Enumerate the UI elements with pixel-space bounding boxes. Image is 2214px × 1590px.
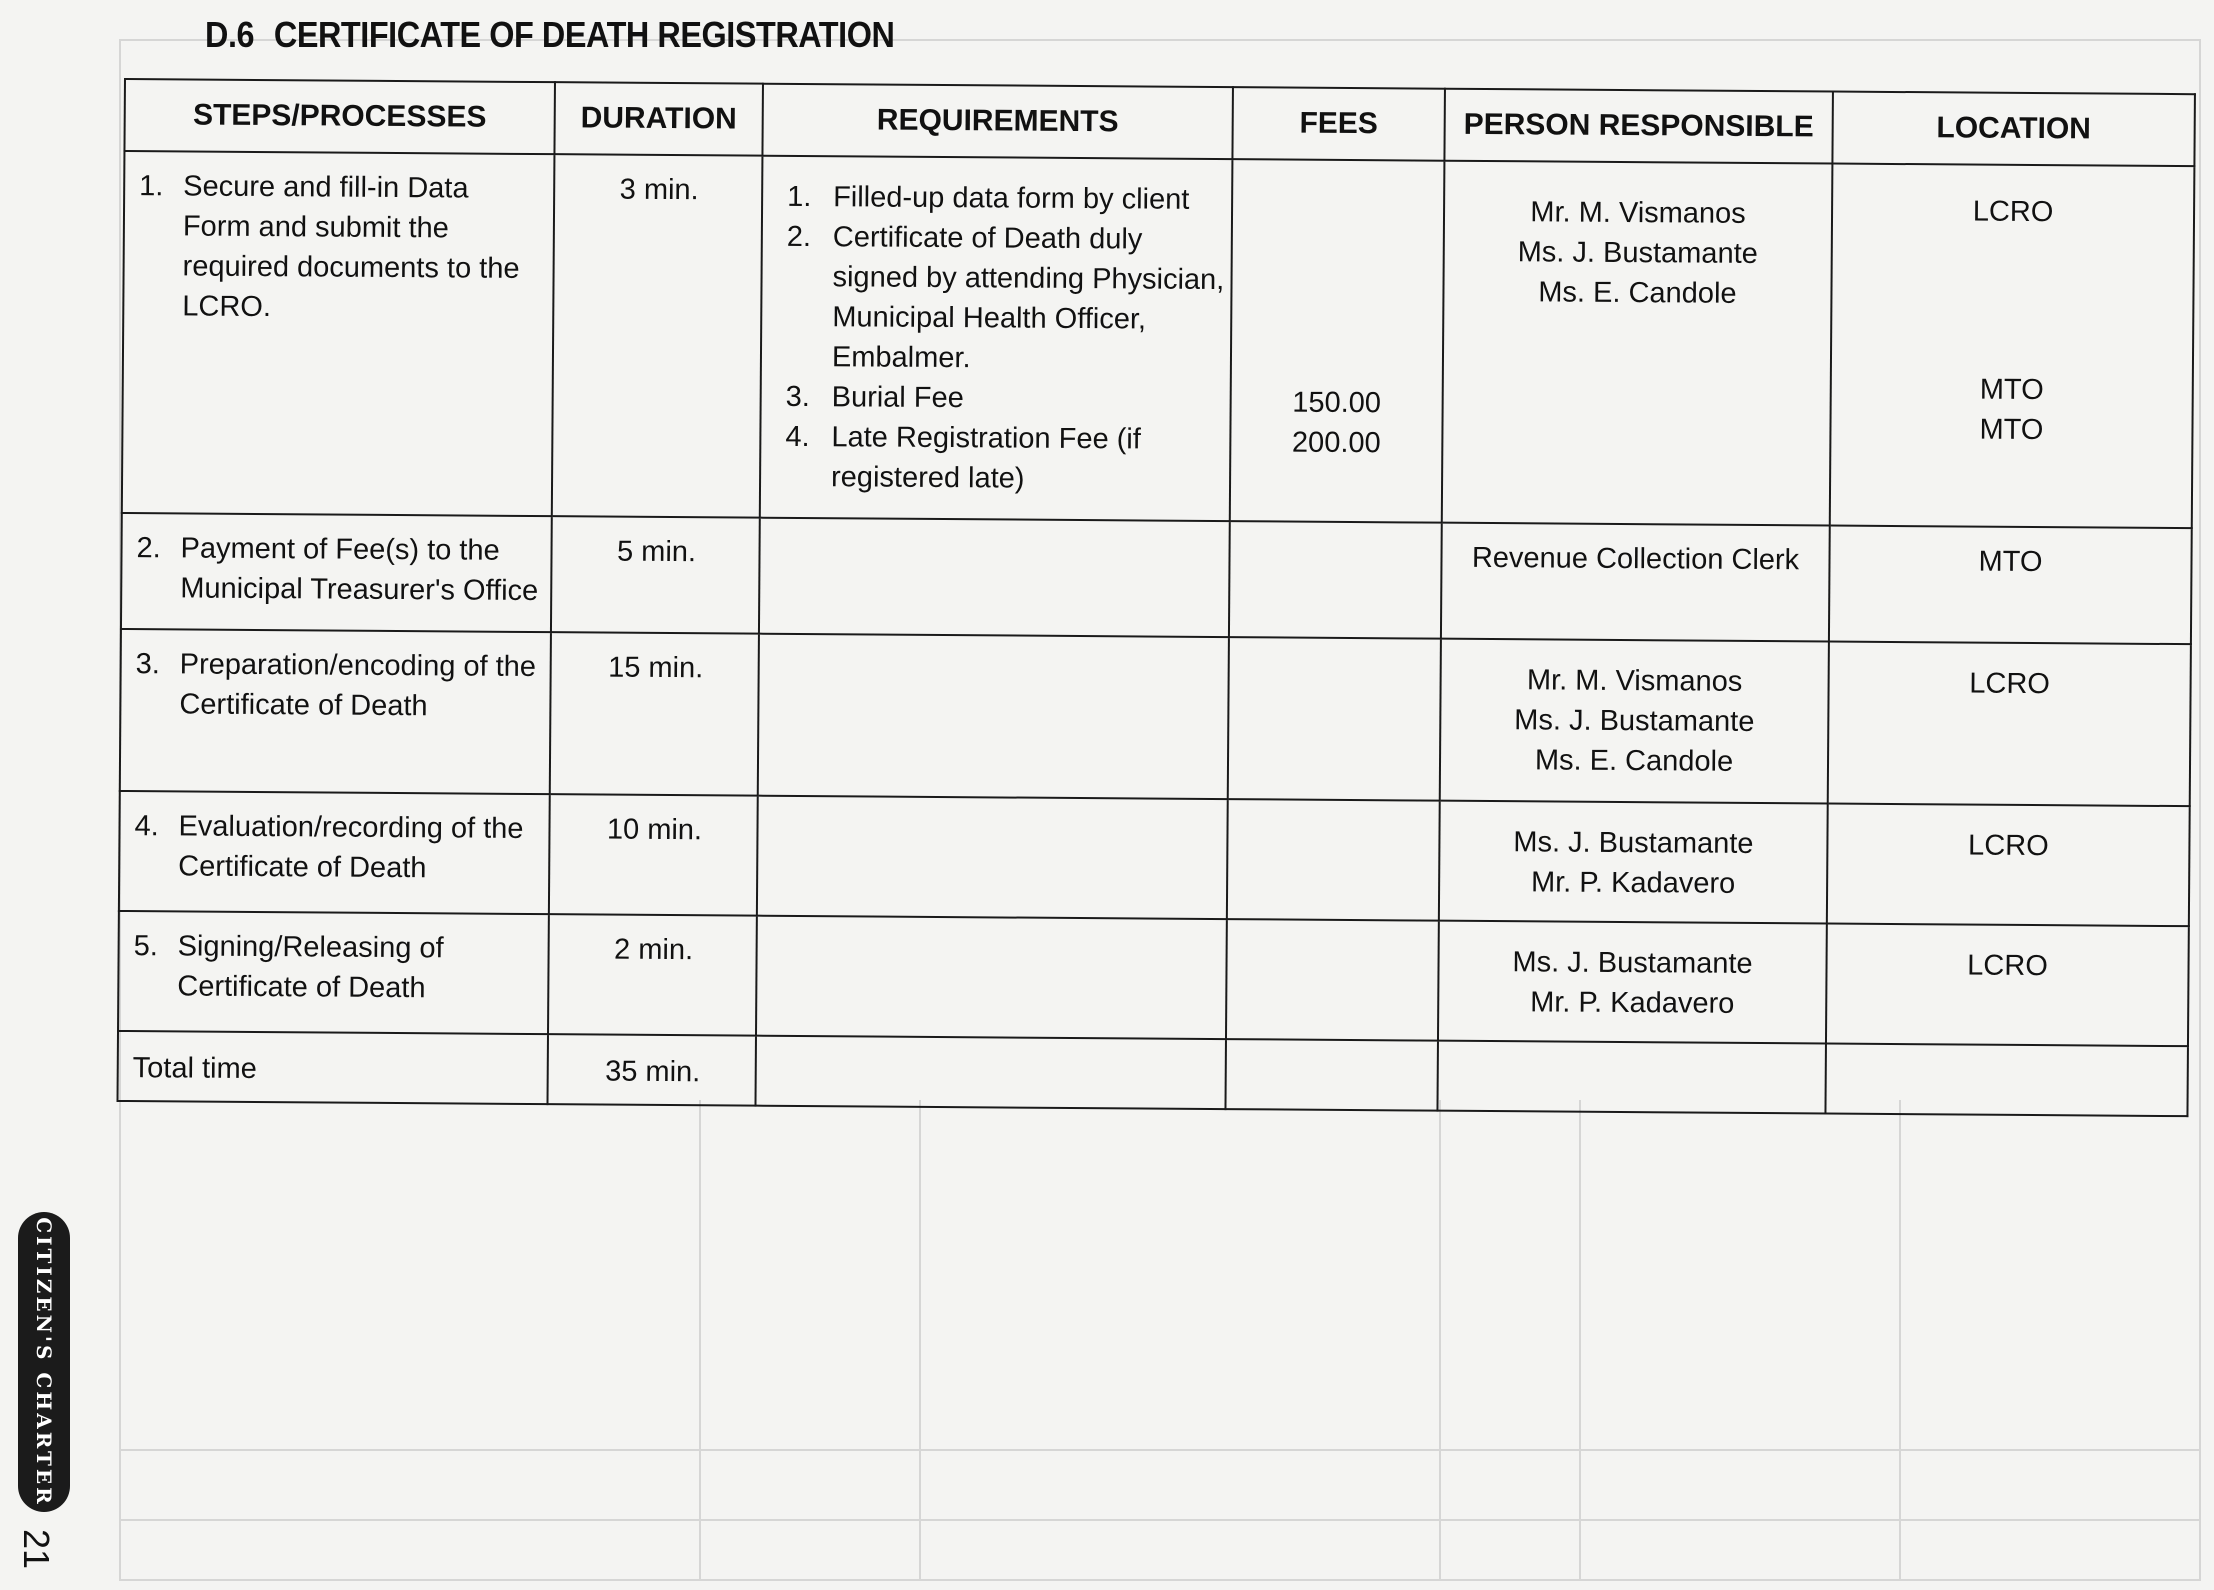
person-name: Ms. J. Bustamante — [1514, 704, 1755, 738]
duration-value: 10 min. — [606, 813, 703, 847]
list-item — [786, 377, 1224, 420]
step-number: 4. — [134, 810, 159, 843]
page-number: 21 — [16, 1528, 58, 1570]
requirement-number: 1. — [787, 180, 812, 214]
requirement-text: Certificate of Death duly signed by attending Physician, Municipal Health Officer, Embalmer. — [831, 221, 1225, 375]
table-row — [121, 513, 2192, 644]
total-label-cell — [118, 1031, 549, 1104]
total-duration-cell — [547, 1034, 756, 1106]
location-value: LCRO — [1969, 667, 2051, 701]
requirement-text: Late Registration Fee (if registered late) — [830, 421, 1141, 495]
fees-cell — [1228, 637, 1441, 801]
person-cell — [1438, 921, 1827, 1044]
duration-value: 2 min. — [614, 933, 694, 967]
list-item — [786, 217, 1225, 380]
person-name: Ms. J. Bustamante — [1513, 826, 1754, 860]
person-name: Ms. J. Bustamante — [1517, 236, 1758, 270]
requirements-list — [761, 157, 1231, 500]
location-value: MTO — [1979, 373, 2044, 407]
duration-value: 15 min. — [608, 651, 704, 685]
duration-cell — [548, 914, 757, 1036]
total-row — [118, 1031, 2188, 1116]
requirements-cell — [759, 518, 1230, 637]
person-cell — [1440, 639, 1829, 804]
empty-cell — [755, 1036, 1226, 1109]
fees-cell — [1230, 159, 1445, 523]
step-cell — [122, 151, 555, 516]
duration-cell — [549, 794, 758, 916]
step-cell — [119, 791, 550, 914]
location-value: MTO — [1978, 545, 2043, 579]
step-text: Signing/Releasing of Certificate of Death — [177, 930, 444, 1005]
fees-cell — [1229, 521, 1442, 639]
duration-cell — [552, 154, 763, 518]
death-registration-table — [116, 78, 2195, 1117]
person-name: Mr. M. Vismanos — [1530, 196, 1746, 230]
step-text: Secure and fill-in Data Form and submit the required documents to the LCRO. — [182, 170, 520, 324]
person-name: Ms. J. Bustamante — [1512, 946, 1753, 980]
requirements-cell — [758, 634, 1229, 799]
step-number: 3. — [135, 648, 161, 681]
location-cell — [1826, 924, 2189, 1047]
person-name: Ms. E. Candole — [1534, 744, 1734, 778]
person-name: Mr. M. Vismanos — [1526, 664, 1743, 698]
step-cell — [118, 911, 549, 1034]
step-text: Preparation/encoding of the Certificate of Death — [179, 648, 537, 723]
requirements-cell — [760, 156, 1233, 521]
location-value: LCRO — [1972, 195, 2054, 229]
requirement-number: 2. — [786, 220, 812, 254]
requirement-text: Filled-up data form by client — [833, 181, 1190, 216]
person-cell — [1441, 523, 1830, 642]
location-cell — [1827, 804, 2190, 927]
header-steps: STEPS/PROCESSES — [124, 79, 555, 154]
location-cell — [1829, 526, 2192, 645]
fees-cell — [1226, 919, 1439, 1041]
table-row — [122, 151, 2195, 528]
person-name: Revenue Collection Clerk — [1471, 541, 1800, 577]
person-name: Mr. P. Kadavero — [1530, 986, 1735, 1020]
duration-cell — [550, 632, 759, 796]
step-number: 2. — [136, 532, 161, 565]
header-duration: DURATION — [554, 82, 763, 156]
header-fees: FEES — [1232, 87, 1445, 161]
step-text: Payment of Fee(s) to the Municipal Treasurer's Office — [180, 532, 539, 608]
empty-cell — [1225, 1039, 1438, 1111]
location-value: MTO — [1979, 413, 2044, 447]
location-cell — [1830, 164, 2195, 529]
header-person-responsible: PERSON RESPONSIBLE — [1444, 89, 1833, 164]
list-item — [787, 177, 1225, 220]
header-requirements: REQUIREMENTS — [762, 84, 1233, 159]
person-cell — [1442, 161, 1833, 526]
section-heading — [205, 14, 894, 56]
section-code: D.6 — [205, 14, 255, 55]
fee-late-registration: 200.00 — [1291, 426, 1381, 460]
table-row — [119, 791, 2190, 926]
step-cell — [121, 513, 552, 632]
list-item — [785, 417, 1224, 500]
table-row — [120, 629, 2191, 806]
requirements-cell — [756, 916, 1227, 1039]
side-label-text: CITIZEN'S CHARTER — [32, 1217, 57, 1507]
requirement-number: 3. — [785, 380, 810, 414]
location-value: LCRO — [1967, 949, 2048, 983]
citizens-charter-tab — [18, 1212, 70, 1512]
total-label: Total time — [132, 1052, 257, 1085]
fee-burial: 150.00 — [1292, 386, 1382, 420]
step-cell — [120, 629, 551, 794]
person-name: Mr. P. Kadavero — [1530, 866, 1736, 900]
location-value: LCRO — [1968, 829, 2049, 863]
step-text: Evaluation/recording of the Certificate of Death — [178, 810, 524, 885]
table-row — [118, 911, 2189, 1046]
requirement-text: Burial Fee — [831, 381, 964, 415]
duration-cell — [551, 516, 760, 634]
requirement-number: 4. — [785, 420, 810, 454]
header-location: LOCATION — [1832, 92, 2195, 167]
location-cell — [1828, 642, 2191, 807]
person-name: Ms. E. Candole — [1538, 276, 1737, 310]
section-title: CERTIFICATE OF DEATH REGISTRATION — [273, 14, 895, 55]
total-duration: 35 min. — [605, 1055, 701, 1089]
empty-cell — [1437, 1041, 1826, 1114]
step-number: 5. — [133, 930, 158, 963]
step-number: 1. — [139, 170, 164, 203]
duration-value: 5 min. — [616, 535, 697, 569]
person-cell — [1439, 801, 1828, 924]
requirements-cell — [757, 796, 1228, 919]
duration-value: 3 min. — [619, 173, 699, 207]
empty-cell — [1825, 1044, 2188, 1117]
fees-cell — [1227, 799, 1440, 921]
